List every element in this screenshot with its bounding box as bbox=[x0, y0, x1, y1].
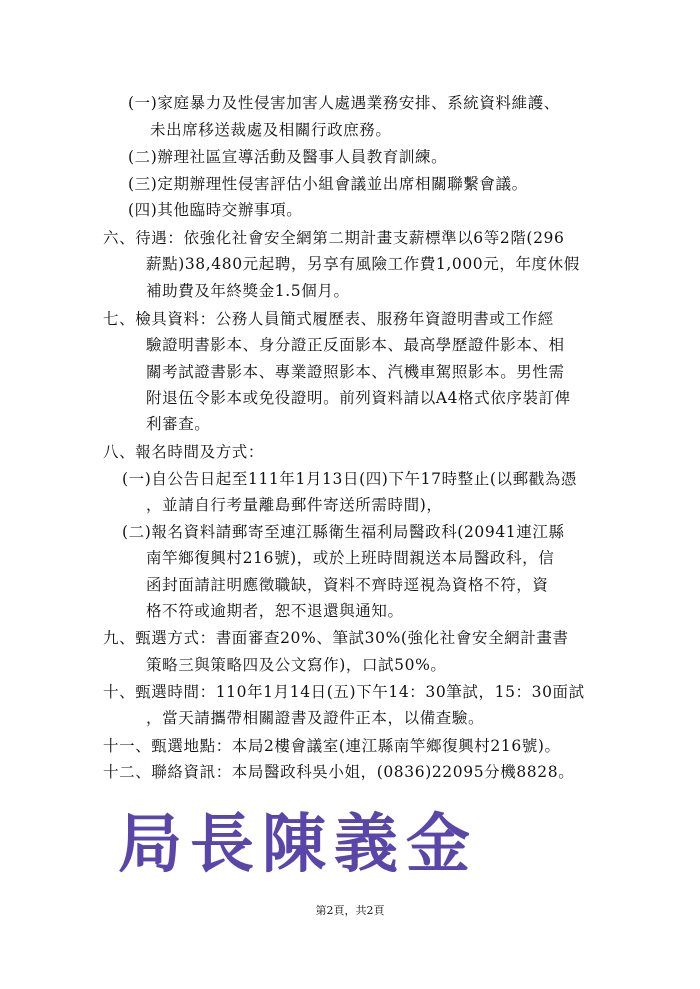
section-8-item-1-line-1: (一)自公告日起至111年1月13日(四)下午17時整止(以郵戳為憑 bbox=[122, 470, 578, 488]
item-2-line: (二)辦理社區宣導活動及醫事人員教育訓練。 bbox=[128, 148, 448, 166]
section-7-line-3: 關考試證書影本、專業證照影本、汽機車駕照影本。男性需 bbox=[146, 363, 565, 381]
section-12-line: 十二、聯絡資訊：本局醫政科吳小姐，(0836)22095分機8828。 bbox=[103, 763, 575, 781]
item-1-line-1: (一)家庭暴力及性侵害加害人處遇業務安排、系統資料維護、 bbox=[128, 94, 560, 112]
item-3-line: (三)定期辦理性侵害評估小組會議並出席相關聯繫會議。 bbox=[128, 175, 528, 193]
section-6-line-3: 補助費及年終獎金1.5個月。 bbox=[146, 282, 350, 300]
section-7-line-1: 七、檢具資料：公務人員簡式履歷表、服務年資證明書或工作經 bbox=[103, 310, 554, 328]
section-6-line-1: 六、待遇：依強化社會安全網第二期計畫支薪標準以6等2階(296 bbox=[103, 229, 565, 247]
section-7-line-5: 利審查。 bbox=[146, 415, 211, 433]
item-1-line-2: 未出席移送裁處及相關行政庶務。 bbox=[150, 121, 392, 139]
section-7-line-2: 驗證明書影本、身分證正反面影本、最高學歷證件影本、相 bbox=[146, 336, 565, 354]
section-8-item-1-line-2: ，並請自行考量離島郵件寄送所需時間)， bbox=[146, 496, 443, 514]
section-11-line: 十一、甄選地點：本局2樓會議室(連江縣南竿鄉復興村216號)。 bbox=[103, 737, 561, 755]
item-4-line: (四)其他臨時交辦事項。 bbox=[128, 201, 303, 219]
section-8-item-2-line-3: 函封面請註明應徵職缺，資料不齊時逕視為資格不符，資 bbox=[146, 576, 549, 594]
signature-text: 局長陳義金 bbox=[118, 807, 478, 882]
section-10-line-2: ，當天請攜帶相關證書及證件正本，以備查驗。 bbox=[146, 709, 485, 727]
section-8-item-2-line-1: (二)報名資料請郵寄至連江縣衛生福利局醫政科(20941連江縣 bbox=[122, 523, 565, 541]
section-8-heading: 八、報名時間及方式： bbox=[103, 443, 265, 461]
section-9-line-1: 九、甄選方式：書面審查20%、筆試30%(強化社會安全網計畫書 bbox=[103, 629, 569, 647]
section-9-line-2: 策略三與策略四及公文寫作)，口試50%。 bbox=[146, 656, 447, 674]
section-6-line-2: 薪點)38,480元起聘，另享有風險工作費1,000元，年度休假 bbox=[146, 255, 580, 273]
section-8-item-2-line-2: 南竿鄉復興村216號)，或於上班時間親送本局醫政科，信 bbox=[146, 549, 555, 567]
page-number-footer: 第2頁，共2頁 bbox=[315, 904, 385, 917]
section-10-line-1: 十、甄選時間：110年1月14日(五)下午14：30筆試，15：30面試 bbox=[103, 683, 585, 701]
section-8-item-2-line-4: 格不符或逾期者，恕不退還與通知。 bbox=[146, 602, 404, 620]
section-7-line-4: 附退伍令影本或免役證明。前列資料請以A4格式依序裝訂俾 bbox=[146, 389, 571, 407]
director-signature-stamp bbox=[118, 788, 478, 892]
